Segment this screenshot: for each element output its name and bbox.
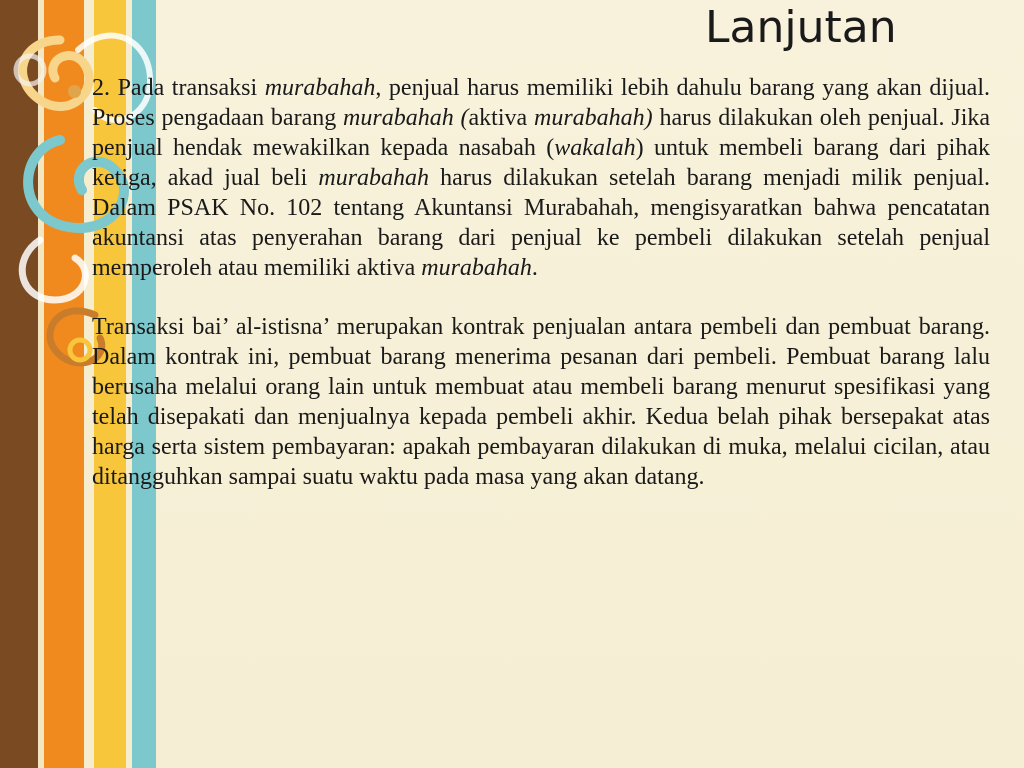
italic-term: murabahah (: [343, 105, 469, 131]
bullet-dot: [68, 85, 81, 98]
ring-ornament: [70, 340, 90, 360]
text-run: harus dilakukan setelah barang menjadi milik penjual. Dalam PSAK No. 102 tentang Akuntansi Murabahah, mengisyaratkan bahwa pencatatan akuntansi atas penyerahan barang dari penjual ke pembeli dilakukan setelah penjual memperoleh atau memiliki aktiva: [92, 165, 990, 281]
text-run: 2. Pada transaksi: [92, 75, 265, 101]
swirl-ornament: [22, 240, 85, 300]
slide-title: Lanjutan: [705, 2, 897, 53]
italic-term: murabahah): [534, 105, 653, 131]
text-run: harus dilakukan oleh penjual. Jika penjual hendak mewakilkan kepada nasabah (: [92, 105, 991, 161]
paragraph-murabahah: [92, 73, 990, 283]
text-run: ) untuk membeli barang dari pihak ketiga, akad jual beli: [92, 135, 990, 191]
text-run: , penjual harus memiliki lebih dahulu barang yang akan dijual. Proses pengadaan barang: [92, 75, 990, 131]
italic-term: murabahah: [318, 165, 430, 191]
italic-term: murabahah: [421, 255, 532, 281]
slide-body: [92, 73, 990, 492]
paragraph-istisna: Transaksi bai’ al-istisna’ merupakan kontrak penjualan antara pembeli dan pembuat barang. Dalam kontrak ini, pembuat barang menerima pesanan dari pembeli. Pembuat barang lalu berusaha melalui orang lain untuk membuat atau membeli barang menurut spesifikasi yang telah disepakati dan menjualnya kepada pembeli akhir. Kedua belah pihak bersepakat atas harga serta sistem pembayaran: apakah pembayaran dilakukan di muka, melalui cicilan, atau ditangguhkan sampai suatu waktu pada masa yang akan datang.: [92, 314, 990, 490]
text-run: .: [531, 255, 538, 281]
text-run: aktiva: [468, 105, 534, 131]
italic-term: murabahah: [264, 75, 376, 101]
italic-term: wakalah: [554, 135, 636, 161]
